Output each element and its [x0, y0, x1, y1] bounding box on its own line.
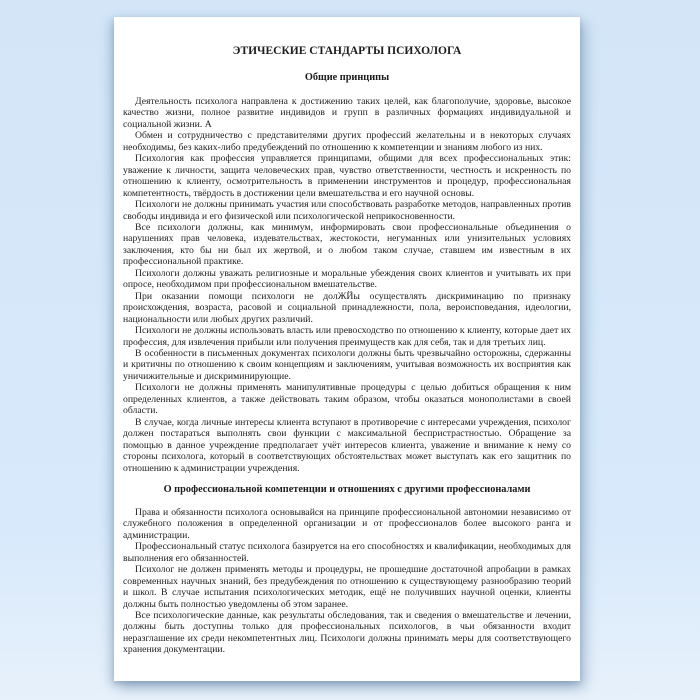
section-heading-professional-competence: О профессиональной компетенции и отношениях с другими профессионалами — [163, 483, 531, 495]
paragraph: Все психологи должны, как минимум, информировать свои профессиональные объединения о нарушениях прав человека, издевательствах, жестокости, негуманных или унизительных условиях заключения, кто бы ни был их жертвой, и о любом таком случае, ставшем им известным в их профессиональной практике. — [123, 221, 571, 268]
paragraph: При оказании помощи психологи не долЖЙы осуществлять дискриминацию по признаку происхождения, возраста, расовой и социальной принадлежности, пола, вероисповедания, идеологии, национальности или любых других различий. — [123, 290, 571, 325]
paragraph: Деятельность психолога направлена к достижению таких целей, как благополучие, здоровье, высокое качество жизни, полное развитие индивидов и групп в различных формациях индивидуальной и социальной жизни. А — [123, 96, 571, 130]
paragraph: Обмен и сотрудничество с представителями других профессий желательны и в некоторых случаях необходимы, без каких-либо предубеждений по отношению к компетенции и знаниям любого из них. — [123, 130, 571, 153]
paragraph: Психология как профессия управляется принципами, общими для всех профессиональных этик: уважение к личности, защита человеческих прав, чувство ответственности, честность и искренность по отношению к клиенту, осмотрительность в применении инструментов и процедур, профессиональная компетентность, твёрдость в достижении цели вмешательства и его научной основы. — [123, 153, 571, 199]
paragraph: Права и обязанности психолога основывайся на принципе профессиональной автономии независимо от служебного положения в определенной организации и от профессионалов более высокого ранга и администрации. — [123, 506, 571, 541]
paragraph: Психологи не должны принимать участия или способствовать разработке методов, направленных против свободы индивида и его физической или психологической неприкосновенности. — [123, 199, 571, 222]
section-professional-competence — [123, 507, 571, 656]
paragraph: Профессиональный статус психолога базируется на его способностях и квалификации, необходимых для выполнения его обязанностей. — [123, 541, 571, 564]
document-page — [114, 17, 580, 681]
section-general-principles — [123, 96, 571, 474]
paragraph: Психолог не должен применять методы и процедуры, не прошедшие достаточной апробации в рамках современных научных знаний, без предубеждения по отношению к существующему разнообразию теорий и школ. В случае испытания психологических методик, ещё не получивших научной оценки, клиенты должны быть полностью уведомлены об этом заранее. — [123, 564, 571, 610]
paragraph: В случае, когда личные интересы клиента вступают в противоречие с интересами учреждения, психолог должен постараться выполнять свои функции с максимальной беспристрастностью. Обращение за помощью в данное учреждение предполагает учёт интересов клиента, уважение и внимание к нему со стороны психолога, который в соответствующих обстоятельствах может выступать как его защитник по отношению к администрации учреждения. — [123, 416, 571, 474]
document-title: ЭТИЧЕСКИЕ СТАНДАРТЫ ПСИХОЛОГА — [232, 45, 462, 57]
paragraph: Психологи должны уважать религиозные и моральные убеждения своих клиентов и учитывать их при опросе, необходимом при профессиональном вмешательстве. — [123, 267, 571, 291]
paragraph: Все психологические данные, как результаты обследования, так и сведения о вмешательстве и лечении, должны быть доступны только для профессиональных психологов, в чьи обязанности входит неразглашение их среди некомпетентных лиц. Психологи должны принимать меры для соответствующего хранения документации. — [123, 610, 571, 656]
section-heading-general-principles: Общие принципы — [304, 72, 390, 83]
paragraph: Психологи не должны применять манипулятивные процедуры с целью добиться обращения к ним определенных клиентов, а также действовать таким образом, чтобы оказаться монополистами в своей области. — [123, 382, 571, 417]
paragraph: В особенности в письменных документах психологи должны быть чрезвычайно осторожны, сдержанны и критичны по отношению к своим концепциям и заключениям, учитывая возможность их восприятия как уничижительные и дискриминирующие. — [123, 347, 571, 382]
paragraph: Психологи не должны использовать власть или превосходство по отношению к клиенту, которые дает их профессия, для извлечения прибыли или получения преимуществ как для себя, так и для третьих лиц. — [123, 325, 571, 348]
